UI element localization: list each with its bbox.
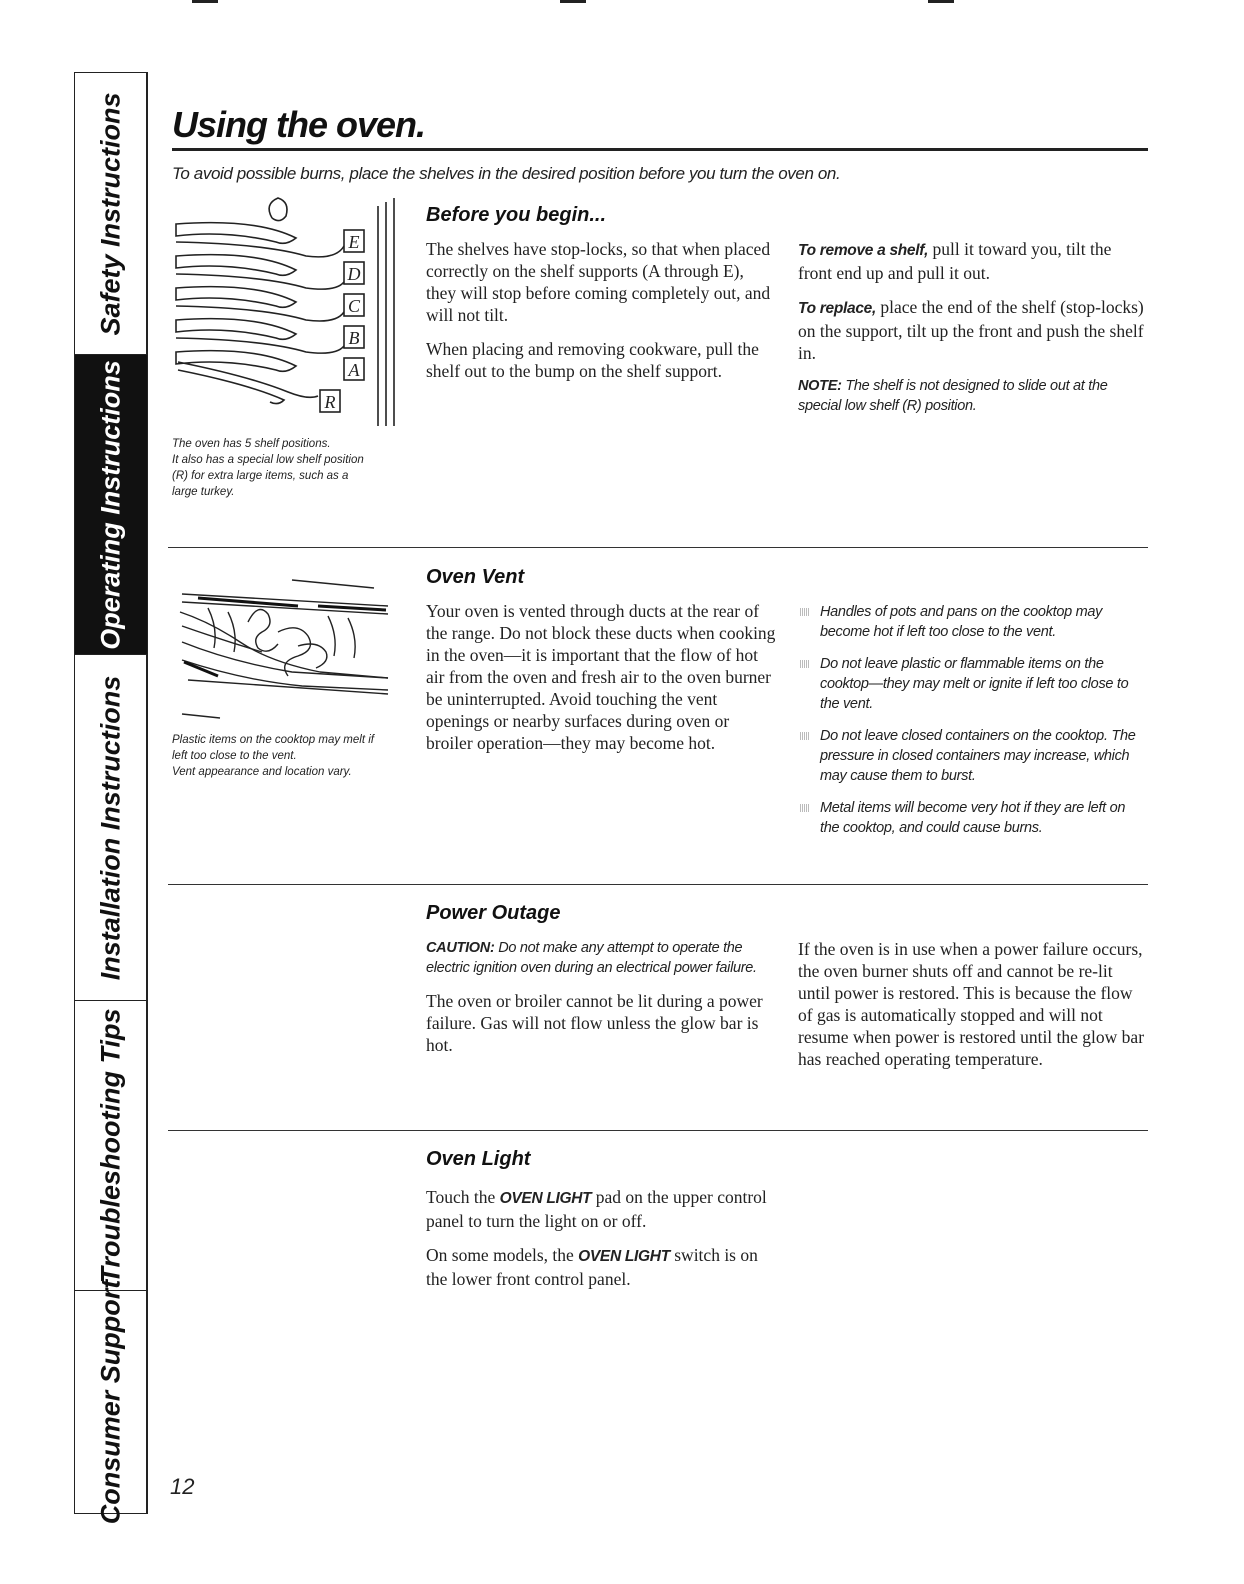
oven-light-p1-b: pad on the upper control panel to turn the light on or off. xyxy=(426,1187,767,1231)
vent-warning-item: Handles of pots and pans on the cooktop may become hot if left too close to the vent. xyxy=(798,602,1148,642)
title-rule xyxy=(172,148,1148,151)
shelf-letter-a: A xyxy=(348,360,360,380)
remove-shelf-text: pull it toward you, tilt the front end up and pull it out. xyxy=(798,239,1112,283)
tab-label: Installation Instructions xyxy=(95,675,126,980)
caution-paragraph xyxy=(426,938,776,978)
divider-3 xyxy=(168,1130,1148,1131)
vent-warning-item: Do not leave plastic or flammable items on the cooktop—they may melt or ignite if left too close to the vent. xyxy=(798,654,1148,714)
note-label: NOTE: xyxy=(798,378,842,394)
top-mark-right xyxy=(928,0,954,3)
divider-1 xyxy=(168,547,1148,548)
section-title-oven-light: Oven Light xyxy=(426,1148,531,1170)
replace-shelf-text: place the end of the shelf (stop-locks) on the support, tilt up the front and push the shelf in. xyxy=(798,297,1144,363)
shelf-positions-illustration xyxy=(172,196,404,430)
power-outage-left xyxy=(426,938,776,1068)
section-title-oven-vent: Oven Vent xyxy=(426,566,525,588)
shelf-letter-b: B xyxy=(348,328,360,348)
burner-paragraph: If the oven is in use when a power failure occurs, the oven burner shuts off and cannot be re-lit until power is restored. This is because the flow of gas is automatically stopped and will not resume when power is restored until the glow bar has reached operating temperature. xyxy=(798,939,1145,1069)
shelf-letter-e: E xyxy=(348,232,360,252)
tab-label: Operating Instructions xyxy=(95,359,126,650)
stop-locks-paragraph: The shelves have stop-locks, so that when placed correctly on the shelf supports (A through E), they will stop before coming completely out, and will not tilt. xyxy=(426,239,771,325)
before-you-begin-body xyxy=(426,238,776,394)
shelf-letter-r: R xyxy=(324,392,336,412)
oven-light-key-2: OVEN LIGHT xyxy=(578,1248,670,1265)
tab-consumer-support[interactable] xyxy=(75,1279,147,1525)
tab-safety-instructions[interactable] xyxy=(75,73,147,355)
tab-label: Safety Instructions xyxy=(95,91,126,336)
vent-caption xyxy=(172,732,392,780)
page-title: Using the oven. xyxy=(172,104,426,145)
shelf-caption xyxy=(172,436,372,500)
caution-text: Do not make any attempt to operate the electric ignition oven during an electrical power failure. xyxy=(426,940,757,976)
tab-label: Troubleshooting Tips xyxy=(95,1008,126,1283)
page-number: 12 xyxy=(170,1474,195,1499)
oven-vent-body xyxy=(426,600,776,766)
intro-text: To avoid possible burns, place the shelves in the desired position before you turn the oven on. xyxy=(172,164,841,183)
replace-shelf-label: To replace, xyxy=(798,300,876,317)
section-tabs xyxy=(74,72,148,1525)
oven-vent-illustration xyxy=(178,572,394,722)
oven-light-paragraph-1 xyxy=(426,1186,776,1232)
oven-light-p2-b: switch is on the lower front control panel. xyxy=(426,1245,758,1289)
shelf-letter-c: C xyxy=(347,296,361,316)
vent-caption-line2: Vent appearance and location vary. xyxy=(172,766,352,778)
tab-installation-instructions[interactable] xyxy=(75,655,147,1001)
remove-shelf-label: To remove a shelf, xyxy=(798,242,929,259)
power-outage-right xyxy=(798,938,1148,1082)
tab-label: Consumer Support xyxy=(95,1279,126,1525)
broiler-paragraph: The oven or broiler cannot be lit during a power failure. Gas will not flow unless the glow bar is hot. xyxy=(426,991,763,1055)
cookware-paragraph: When placing and removing cookware, pull the shelf out to the bump on the shelf support. xyxy=(426,339,759,381)
vent-warning-item: Do not leave closed containers on the cooktop. The pressure in closed containers may increase, which may cause them to burst. xyxy=(798,726,1148,786)
shelf-caption-line2: It also has a special low shelf position (R) for extra large items, such as a large turkey. xyxy=(172,454,364,498)
section-title-before-you-begin: Before you begin... xyxy=(426,204,607,226)
caution-label: CAUTION: xyxy=(426,940,495,956)
oven-light-paragraph-2 xyxy=(426,1244,776,1290)
vent-warnings xyxy=(798,602,1148,850)
tab-troubleshooting-tips[interactable] xyxy=(75,1001,147,1291)
replace-shelf-paragraph xyxy=(798,296,1148,364)
divider-2 xyxy=(168,884,1148,885)
shelf-removal-body xyxy=(798,238,1148,428)
top-mark-left xyxy=(192,0,218,3)
section-title-power-outage: Power Outage xyxy=(426,902,561,924)
shelf-letter-d: D xyxy=(347,264,361,284)
note-text: The shelf is not designed to slide out at the special low shelf (R) position. xyxy=(798,378,1108,414)
oven-light-p2-a: On some models, the xyxy=(426,1245,579,1265)
remove-shelf-paragraph xyxy=(798,238,1148,284)
tab-operating-instructions[interactable] xyxy=(75,355,147,655)
oven-light-key-1: OVEN LIGHT xyxy=(499,1190,592,1207)
shelf-caption-line1: The oven has 5 shelf positions. xyxy=(172,438,331,450)
shelf-note xyxy=(798,376,1148,416)
oven-light-p1-a: Touch the xyxy=(426,1187,500,1207)
vent-paragraph: Your oven is vented through ducts at the rear of the range. Do not block these ducts when cooking in the oven—it is important that the flow of hot air from the oven and fresh air to the oven burner be uninterrupted. Avoid touching the vent openings or nearby surfaces during oven or broiler operation—they may become hot. xyxy=(426,601,776,753)
top-mark-center xyxy=(560,0,586,3)
vent-caption-line1: Plastic items on the cooktop may melt if left too close to the vent. xyxy=(172,734,374,762)
vent-warning-item: Metal items will become very hot if they are left on the cooktop, and could cause burns. xyxy=(798,798,1148,838)
oven-light-body xyxy=(426,1186,776,1302)
